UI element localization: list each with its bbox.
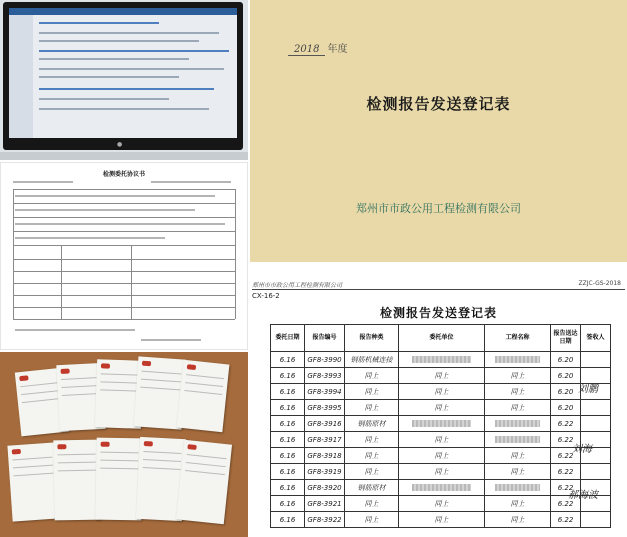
table-cell-client: 同上 xyxy=(399,368,485,384)
table-cell-date: 6.16 xyxy=(271,464,305,480)
table-cell-delivery: 6.22 xyxy=(551,496,581,512)
screen-row xyxy=(39,88,214,90)
table-cell-project: 同上 xyxy=(485,400,551,416)
table-cell-type: 同上 xyxy=(345,448,399,464)
table-cell-date: 6.16 xyxy=(271,384,305,400)
table-cell-delivery: 6.20 xyxy=(551,400,581,416)
table-cell-report-no: GF8-3994 xyxy=(305,384,345,400)
table-cell-report-no: GF8-3918 xyxy=(305,448,345,464)
form-rule xyxy=(131,245,132,319)
table-cell-project xyxy=(485,416,551,432)
monitor-screen xyxy=(9,8,237,138)
screen-row xyxy=(39,98,169,100)
table-row xyxy=(271,368,611,384)
table-cell-date: 6.16 xyxy=(271,352,305,368)
form-text xyxy=(15,237,165,239)
redacted-block xyxy=(495,436,541,443)
form-rule xyxy=(61,245,62,319)
table-cell-report-no: GF8-3917 xyxy=(305,432,345,448)
form-rule xyxy=(13,203,235,204)
table-cell-signer xyxy=(581,400,611,416)
table-cell-report-no: GF8-3921 xyxy=(305,496,345,512)
monitor-bezel xyxy=(3,2,243,150)
table-cell-project: 同上 xyxy=(485,496,551,512)
screen-row xyxy=(39,68,224,70)
column-header: 委托日期 xyxy=(271,325,305,352)
form-text xyxy=(15,223,225,225)
screen-titlebar xyxy=(9,8,237,15)
sheet-header-rule xyxy=(252,289,625,290)
table-cell-client: 同上 xyxy=(399,496,485,512)
table-cell-type: 同上 xyxy=(345,512,399,528)
redacted-block xyxy=(495,420,541,427)
table-cell-delivery: 6.22 xyxy=(551,432,581,448)
redacted-block xyxy=(412,356,472,363)
table-row xyxy=(271,480,611,496)
table-cell-type: 同上 xyxy=(345,432,399,448)
monitor-photo xyxy=(0,0,248,160)
report-sheet xyxy=(176,440,232,525)
table-cell-report-no: GF8-3995 xyxy=(305,400,345,416)
table-cell-type: 同上 xyxy=(345,400,399,416)
form-rule xyxy=(13,307,235,308)
form-title: 检测委托协议书 xyxy=(102,171,145,178)
cover-year-suffix: 年度 xyxy=(327,44,348,55)
table-cell-type: 同上 xyxy=(345,384,399,400)
table-cell-project: 同上 xyxy=(485,448,551,464)
table-cell-signer xyxy=(581,352,611,368)
table-cell-report-no: GF8-3922 xyxy=(305,512,345,528)
form-rule xyxy=(13,259,235,260)
table-cell-client xyxy=(399,416,485,432)
desk-surface xyxy=(0,152,248,160)
table-cell-report-no: GF8-3990 xyxy=(305,352,345,368)
table-cell-delivery: 6.20 xyxy=(551,384,581,400)
table-header-row xyxy=(271,325,611,352)
redacted-block xyxy=(495,356,541,363)
signature: 郝海波 xyxy=(568,490,598,501)
column-header: 报告送达日期 xyxy=(551,325,581,352)
table-cell-type: 钢筋机械连接 xyxy=(345,352,399,368)
signature: 刘鹏 xyxy=(578,384,598,395)
table-cell-type: 钢筋原材 xyxy=(345,416,399,432)
form-rule xyxy=(13,283,235,284)
table-cell-client: 同上 xyxy=(399,448,485,464)
form-rule xyxy=(13,245,235,246)
table-cell-delivery: 6.22 xyxy=(551,448,581,464)
table-cell-type: 同上 xyxy=(345,496,399,512)
form-rule xyxy=(235,189,236,319)
table-cell-report-no: GF8-3919 xyxy=(305,464,345,480)
column-header: 报告种类 xyxy=(345,325,399,352)
table-row xyxy=(271,384,611,400)
form-text xyxy=(141,339,201,341)
table-cell-signer xyxy=(581,464,611,480)
table-cell-report-no: GF8-3916 xyxy=(305,416,345,432)
table-cell-project: 同上 xyxy=(485,384,551,400)
table-row xyxy=(271,464,611,480)
table-cell-project: 同上 xyxy=(485,464,551,480)
table-cell-date: 6.16 xyxy=(271,400,305,416)
table-cell-client: 同上 xyxy=(399,384,485,400)
column-header: 签收人 xyxy=(581,325,611,352)
screen-row xyxy=(39,50,229,52)
table-cell-client: 同上 xyxy=(399,432,485,448)
table-cell-date: 6.16 xyxy=(271,448,305,464)
table-cell-project xyxy=(485,352,551,368)
report-sheet xyxy=(177,360,230,432)
form-text xyxy=(15,329,135,331)
column-header: 报告编号 xyxy=(305,325,345,352)
table-cell-delivery: 6.22 xyxy=(551,416,581,432)
form-text xyxy=(15,209,195,211)
table-cell-signer xyxy=(581,416,611,432)
table-cell-date: 6.16 xyxy=(271,496,305,512)
screen-row xyxy=(39,40,199,42)
cover-year xyxy=(288,40,347,55)
sheet-title: 检测报告发送登记表 xyxy=(379,306,497,320)
table-cell-report-no: GF8-3920 xyxy=(305,480,345,496)
table-cell-client: 同上 xyxy=(399,512,485,528)
screen-sidebar xyxy=(9,15,33,138)
redacted-block xyxy=(495,484,541,491)
register-table xyxy=(270,324,611,528)
cover-year-handwritten: 2018 xyxy=(288,44,325,56)
register-sheet xyxy=(250,272,627,537)
sheet-header-company: 郑州市市政公用工程检测有限公司 xyxy=(252,282,343,289)
table-cell-delivery: 6.20 xyxy=(551,368,581,384)
table-row xyxy=(271,352,611,368)
table-cell-type: 同上 xyxy=(345,368,399,384)
form-text xyxy=(15,195,215,197)
table-row xyxy=(271,496,611,512)
table-row xyxy=(271,400,611,416)
form-rule xyxy=(13,231,235,232)
redacted-block xyxy=(412,420,472,427)
form-rule xyxy=(13,217,235,218)
cover-company: 郑州市市政公用工程检测有限公司 xyxy=(356,202,521,215)
form-rule xyxy=(13,189,235,190)
table-cell-client: 同上 xyxy=(399,464,485,480)
table-row xyxy=(271,416,611,432)
table-cell-report-no: GF8-3993 xyxy=(305,368,345,384)
monitor-logo: ● xyxy=(117,141,123,148)
form-text xyxy=(13,181,73,183)
table-row xyxy=(271,448,611,464)
table-cell-signer xyxy=(581,512,611,528)
table-cell-delivery: 6.22 xyxy=(551,464,581,480)
cover-title: 检测报告发送登记表 xyxy=(366,95,511,113)
report-sheet xyxy=(53,440,100,521)
form-text xyxy=(151,181,231,183)
sheet-form-code: CX-16-2 xyxy=(252,292,280,300)
report-stack-photo xyxy=(0,352,248,537)
column-header: 委托单位 xyxy=(399,325,485,352)
table-cell-client: 同上 xyxy=(399,400,485,416)
table-cell-project xyxy=(485,432,551,448)
table-cell-client xyxy=(399,480,485,496)
form-rule xyxy=(13,319,235,320)
table-cell-delivery: 6.20 xyxy=(551,352,581,368)
screen-row xyxy=(39,22,159,24)
signature: 刘海 xyxy=(572,444,592,455)
table-cell-date: 6.16 xyxy=(271,416,305,432)
table-cell-type: 同上 xyxy=(345,464,399,480)
table-cell-date: 6.16 xyxy=(271,368,305,384)
form-rule xyxy=(13,271,235,272)
screen-row xyxy=(39,58,189,60)
screen-row xyxy=(39,108,209,110)
redacted-block xyxy=(412,484,472,491)
table-cell-project xyxy=(485,480,551,496)
table-cell-date: 6.16 xyxy=(271,432,305,448)
table-cell-delivery: 6.22 xyxy=(551,480,581,496)
table-row xyxy=(271,432,611,448)
form-rule xyxy=(13,295,235,296)
sheet-header-code: ZZJC-GS-2018 xyxy=(578,280,621,287)
form-rule xyxy=(13,189,14,319)
table-row xyxy=(271,512,611,528)
table-cell-date: 6.16 xyxy=(271,512,305,528)
table-cell-delivery: 6.22 xyxy=(551,512,581,528)
table-cell-client xyxy=(399,352,485,368)
table-cell-project: 同上 xyxy=(485,512,551,528)
screen-row xyxy=(39,32,219,34)
screen-row xyxy=(39,76,179,78)
column-header: 工程名称 xyxy=(485,325,551,352)
table-cell-type: 钢筋原材 xyxy=(345,480,399,496)
table-cell-date: 6.16 xyxy=(271,480,305,496)
commission-form xyxy=(0,162,248,350)
register-cover xyxy=(250,0,627,262)
table-cell-project: 同上 xyxy=(485,368,551,384)
